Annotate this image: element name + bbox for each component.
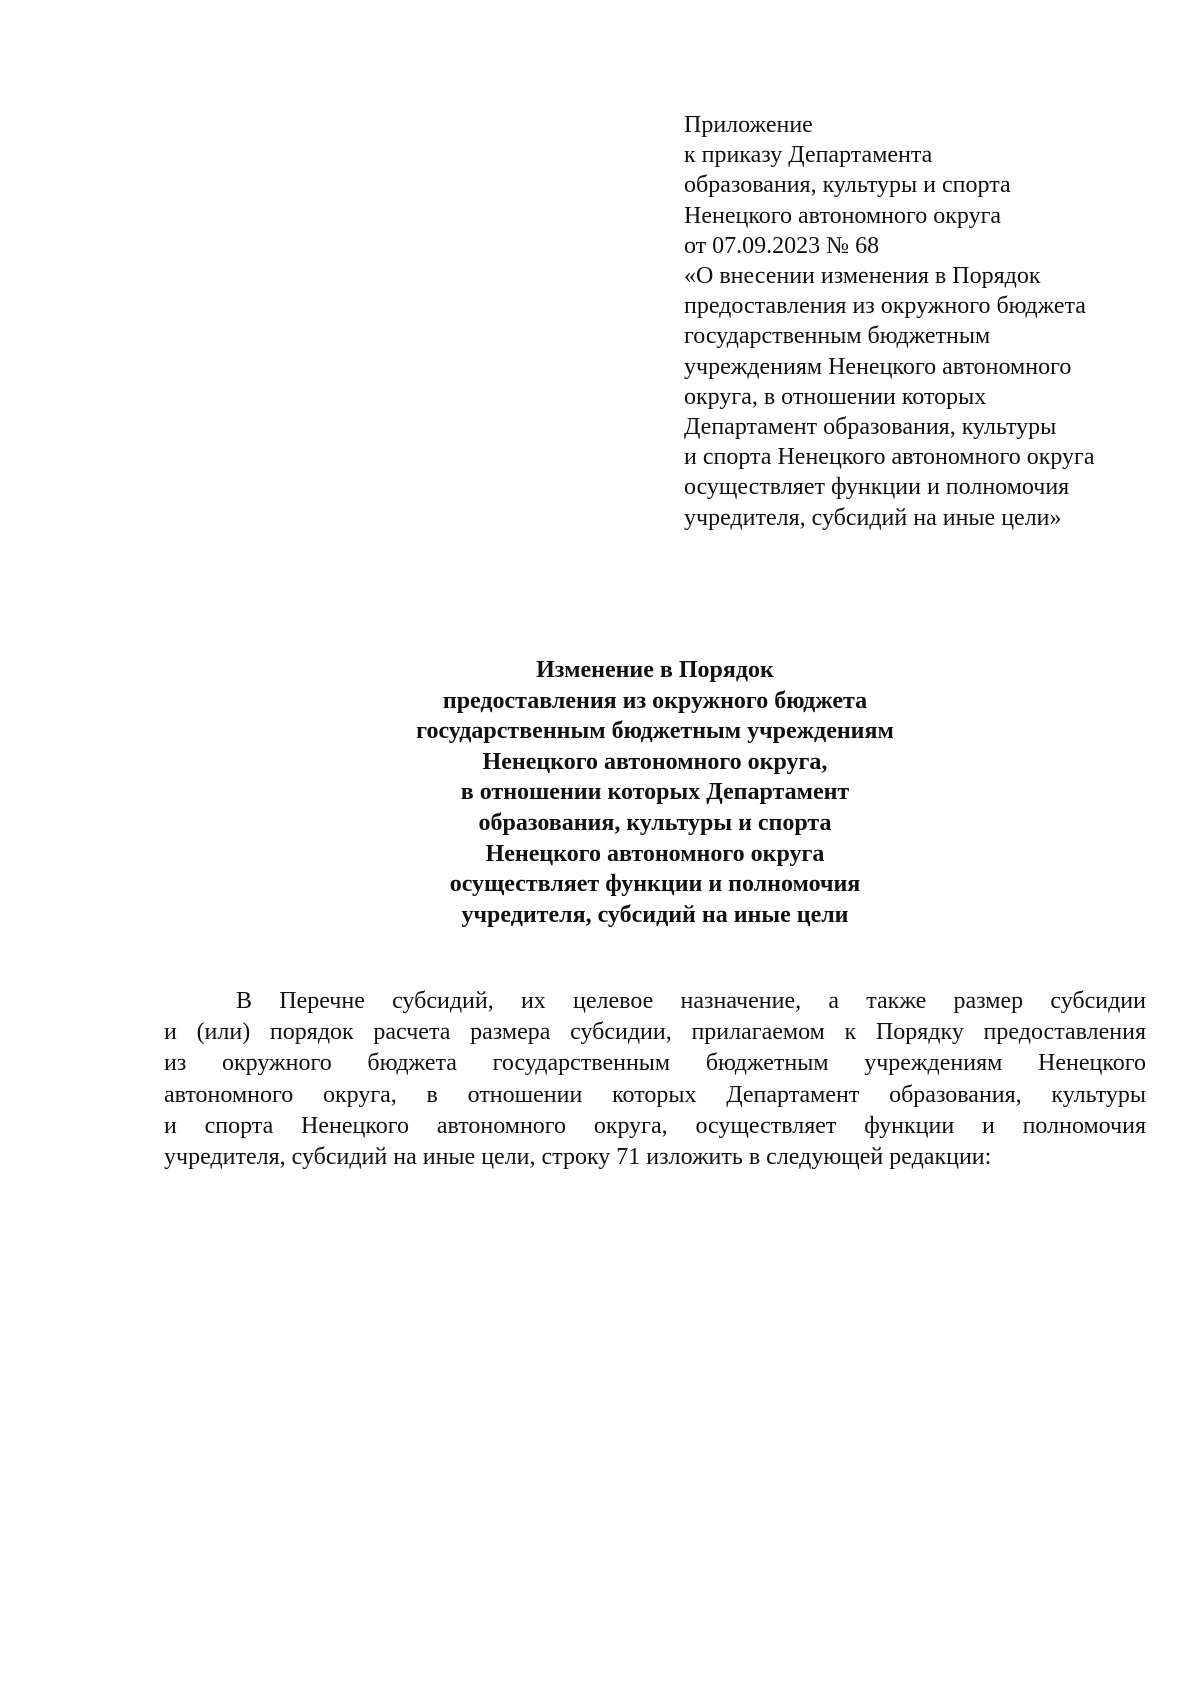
document-title (250, 655, 1060, 930)
appendix-line: Департамент образования, культуры (684, 414, 1057, 441)
appendix-line: учредителя, субсидий на иные цели» (684, 504, 1062, 531)
body-line: автономного округа, в отношении которых Департамент образования, культуры (164, 1081, 1146, 1108)
body-line: и (или) порядок расчета размера субсидии, прилагаемом к Порядку предоставления (164, 1019, 1146, 1046)
title-line: предоставления из окружного бюджета (442, 687, 868, 714)
appendix-line: государственным бюджетным (684, 323, 991, 350)
appendix-line: предоставления из окружного бюджета (684, 293, 1086, 320)
title-line: Ненецкого автономного округа, (482, 748, 828, 775)
appendix-line: и спорта Ненецкого автономного округа (684, 444, 1095, 471)
title-line: в отношении которых Департамент (460, 779, 850, 806)
appendix-line: учреждениям Ненецкого автономного (684, 353, 1072, 380)
title-line: государственным бюджетным учреждениям (416, 718, 894, 745)
appendix-line: к приказу Департамента (684, 142, 933, 169)
appendix-line: Приложение (684, 112, 813, 138)
appendix-line: «О внесении изменения в Порядок (684, 263, 1041, 290)
title-line: учредителя, субсидий на иные цели (461, 901, 849, 928)
body-paragraph (164, 986, 1146, 1173)
appendix-line: округа, в отношении которых (684, 383, 987, 410)
appendix-line: от 07.09.2023 № 68 (684, 232, 880, 259)
title-line: осуществляет функции и полномочия (449, 871, 861, 898)
title-line: Изменение в Порядок (536, 657, 774, 683)
appendix-line: осуществляет функции и полномочия (684, 474, 1070, 501)
appendix-line: образования, культуры и спорта (684, 172, 1011, 199)
appendix-header (684, 110, 1154, 533)
body-line: В Перечне субсидий, их целевое назначение, а также размер субсидии (236, 988, 1146, 1014)
title-line: образования, культуры и спорта (478, 809, 832, 836)
appendix-line: Ненецкого автономного округа (684, 202, 1002, 229)
body-line: и спорта Ненецкого автономного округа, осуществляет функции и полномочия (164, 1112, 1146, 1139)
body-line: из окружного бюджета государственным бюджетным учреждениям Ненецкого (164, 1050, 1146, 1077)
title-line: Ненецкого автономного округа (485, 840, 825, 867)
body-line: учредителя, субсидий на иные цели, строку 71 изложить в следующей редакции: (164, 1144, 992, 1171)
